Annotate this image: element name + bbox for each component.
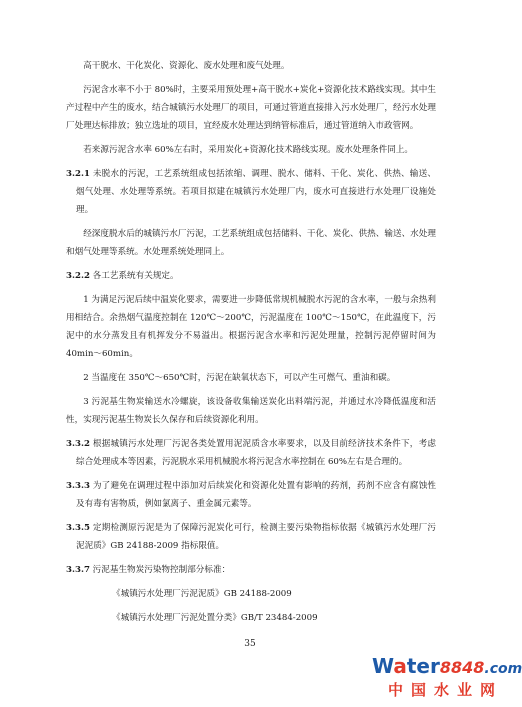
watermark-wordmark	[372, 654, 522, 681]
watermark-text: 8848	[439, 658, 485, 677]
watermark-text: ter	[406, 654, 440, 678]
reference-standard: 《城镇污水处理厂污泥处置分类》GB/T 23484-2009	[112, 613, 318, 623]
paragraph: 污泥含水率不小于 80%时，主要采用预处理+高干脱水+炭化+资源化技术路线实现。其中生产过程中产生的废水，结合城镇污水处理厂的项目，可通过管道直接排入污水处理厂，经污水处理厂处理达标排放；独立选址的项目，宜经废水处理达到纳管标准后，通过管道纳入市政管网。	[66, 85, 436, 131]
clause-text: 为了避免在调理过程中添加对后续炭化和资源化处置有影响的药剂，药剂不应含有腐蚀性及有毒有害物质，例如氯离子、重金属元素等。	[76, 481, 436, 509]
clause-text: 各工艺系统有关规定。	[89, 271, 179, 281]
document-body	[66, 57, 436, 627]
clause-number: 3.2.2	[66, 271, 90, 281]
list-item: 3 污泥基生物炭输送水冷螺旋，该设备收集输送炭化出料端污泥，并通过水冷降低温度和活性，实现污泥基生物炭长久保存和后续资源化利用。	[66, 397, 436, 425]
clause-3-3-5	[66, 519, 436, 555]
watermark-text: W	[372, 654, 394, 678]
watermark-text: a	[393, 654, 407, 678]
clause-3-3-2	[66, 435, 436, 471]
clause-text: 根据城镇污水处理厂污泥各类处置用泥泥质含水率要求，以及目前经济技术条件下，考虑综合处理成本等因素，污泥脱水采用机械脱水将污泥含水率控制在 60%左右是合理的。	[76, 439, 436, 467]
clause-number: 3.3.7	[66, 565, 90, 575]
watermark-text: .com	[484, 661, 522, 677]
clause-text: 定期检测原污泥是为了保障污泥炭化可行，检测主要污染物指标依据《城镇污水处理厂污泥泥质》GB 24188-2009 指标限值。	[76, 523, 436, 551]
reference-standard: 《城镇污水处理厂污泥泥质》GB 24188-2009	[112, 589, 292, 599]
clause-number: 3.3.3	[66, 481, 90, 491]
clause-number: 3.2.1	[66, 169, 90, 179]
list-item: 1 为满足污泥后续中温炭化要求，需要进一步降低常规机械脱水污泥的含水率，一般与余热利用相结合。余热烟气温度控制在 120℃～200℃，污泥温度在 100℃～150℃，在此温度下，污泥中的水分蒸发且有机挥发分不易溢出。根据污泥含水率和污泥处理量，控制污泥停留时间为 40min～60min。	[66, 295, 436, 359]
clause-3-2-2	[66, 267, 436, 285]
clause-3-2-1	[66, 165, 436, 219]
watermark-logo	[370, 654, 522, 707]
paragraph: 若来源污泥含水率 60%左右时，采用炭化+资源化技术路线实现。废水处理条件同上。	[83, 145, 414, 155]
page-number: 35	[244, 639, 256, 649]
paragraph: 经深度脱水后的城镇污水厂污泥，工艺系统组成包括储料、干化、炭化、供热、输送、水处理和烟气处理等系统。水处理系统处理同上。	[66, 229, 436, 257]
clause-3-3-7	[66, 561, 436, 579]
clause-number: 3.3.2	[66, 439, 90, 449]
clause-3-3-3	[66, 477, 436, 513]
clause-text: 污泥基生物炭污染物控制部分标准：	[89, 565, 231, 575]
clause-text: 未脱水的污泥，工艺系统组成包括浓缩、调理、脱水、储料、干化、炭化、供热、输送、烟气处理、水处理等系统。若项目拟建在城镇污水处理厂内，废水可直接进行水处理厂设施处理。	[76, 169, 436, 215]
watermark-subtitle: 中国水业网	[388, 681, 504, 699]
list-item: 2 当温度在 350℃～650℃时，污泥在缺氧状态下，可以产生可燃气、重油和碳。	[83, 373, 396, 383]
paragraph: 高干脱水、干化炭化、资源化、废水处理和废气处理。	[83, 61, 290, 71]
clause-number: 3.3.5	[66, 523, 90, 533]
